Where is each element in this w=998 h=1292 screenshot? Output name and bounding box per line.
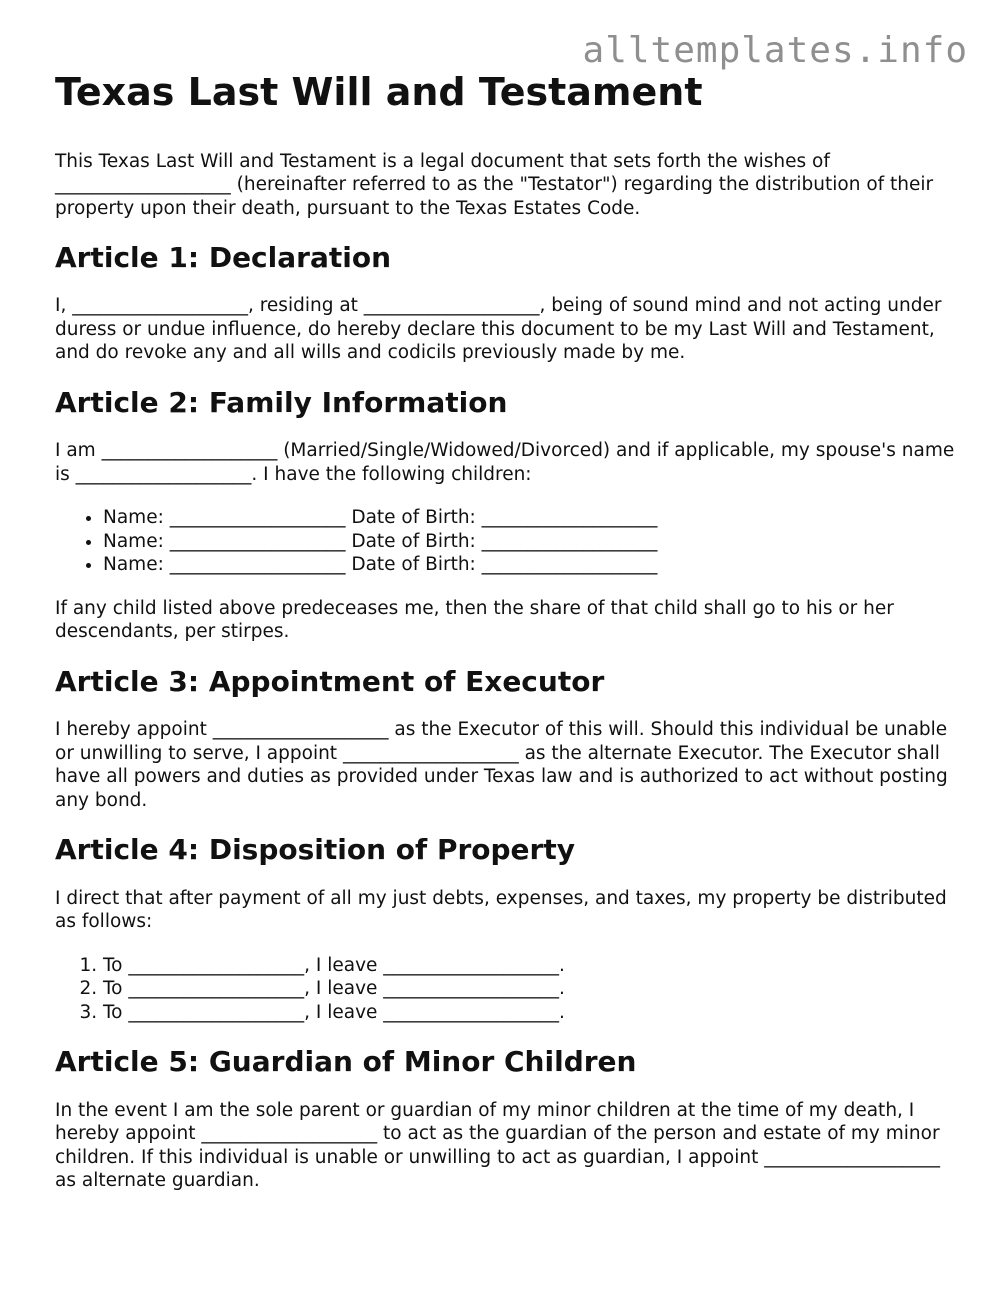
watermark: alltemplates.info (582, 30, 968, 71)
document-body (55, 70, 955, 1213)
property-item: 1. To ___________________, I leave ___________________. (103, 954, 955, 978)
child-item: • Name: ___________________ Date of Birth: ___________________ (103, 530, 955, 554)
article-3-text: I hereby appoint ___________________ as the Executor of this will. Should this individual be unable or unwilling to serve, I appoint ___________________ as the alternate Executor. The Executor shall have all powers and duties as provided under Texas law and is authorized to act without posting any bond. (55, 719, 948, 811)
article-5-heading: Article 5: Guardian of Minor Children (55, 1045, 637, 1079)
children-list (55, 506, 955, 577)
article-4-heading: Article 4: Disposition of Property (55, 833, 575, 867)
article-3 (55, 664, 955, 812)
article-1 (55, 240, 955, 365)
article-1-heading: Article 1: Declaration (55, 241, 391, 275)
article-4-text: I direct that after payment of all my just debts, expenses, and taxes, my property be distributed as follows: (55, 887, 947, 933)
property-item: 2. To ___________________, I leave ___________________. (103, 977, 955, 1001)
article-4 (55, 832, 955, 1024)
intro-paragraph: This Texas Last Will and Testament is a legal document that sets forth the wishes of ___________________ (hereinafter referred to as the "Testator") regarding the distribution of their property upon their death, pursuant to the Texas Estates Code. (55, 150, 934, 219)
article-2-text: I am ___________________ (Married/Single/Widowed/Divorced) and if applicable, my spouse's name is ___________________. I have the following children: (55, 440, 955, 485)
article-3-heading: Article 3: Appointment of Executor (55, 664, 605, 698)
article-2-after-text: If any child listed above predeceases me, then the share of that child shall go to his or her descendants, per stirpes. (55, 597, 894, 643)
article-5-text: In the event I am the sole parent or guardian of my minor children at the time of my death, I hereby appoint ___________________ to act as the guardian of the person and estate of my minor children. If this individual is unable or unwilling to act as guardian, I appoint ___________________ as alternate guardian. (55, 1099, 940, 1192)
child-item: • Name: ___________________ Date of Birth: ___________________ (103, 506, 955, 530)
article-2 (55, 385, 955, 644)
article-1-text: I, ___________________, residing at ___________________, being of sound mind and not acting under duress or undue influence, do hereby declare this document to be my Last Will and Testament, and do revoke any and all wills and codicils previously made by me. (55, 295, 942, 364)
property-item: 3. To ___________________, I leave ___________________. (103, 1001, 955, 1025)
page-title: Texas Last Will and Testament (55, 70, 703, 114)
article-2-heading: Article 2: Family Information (55, 385, 508, 419)
child-item: • Name: ___________________ Date of Birth: ___________________ (103, 553, 955, 577)
article-5 (55, 1044, 955, 1192)
property-list (55, 954, 955, 1025)
